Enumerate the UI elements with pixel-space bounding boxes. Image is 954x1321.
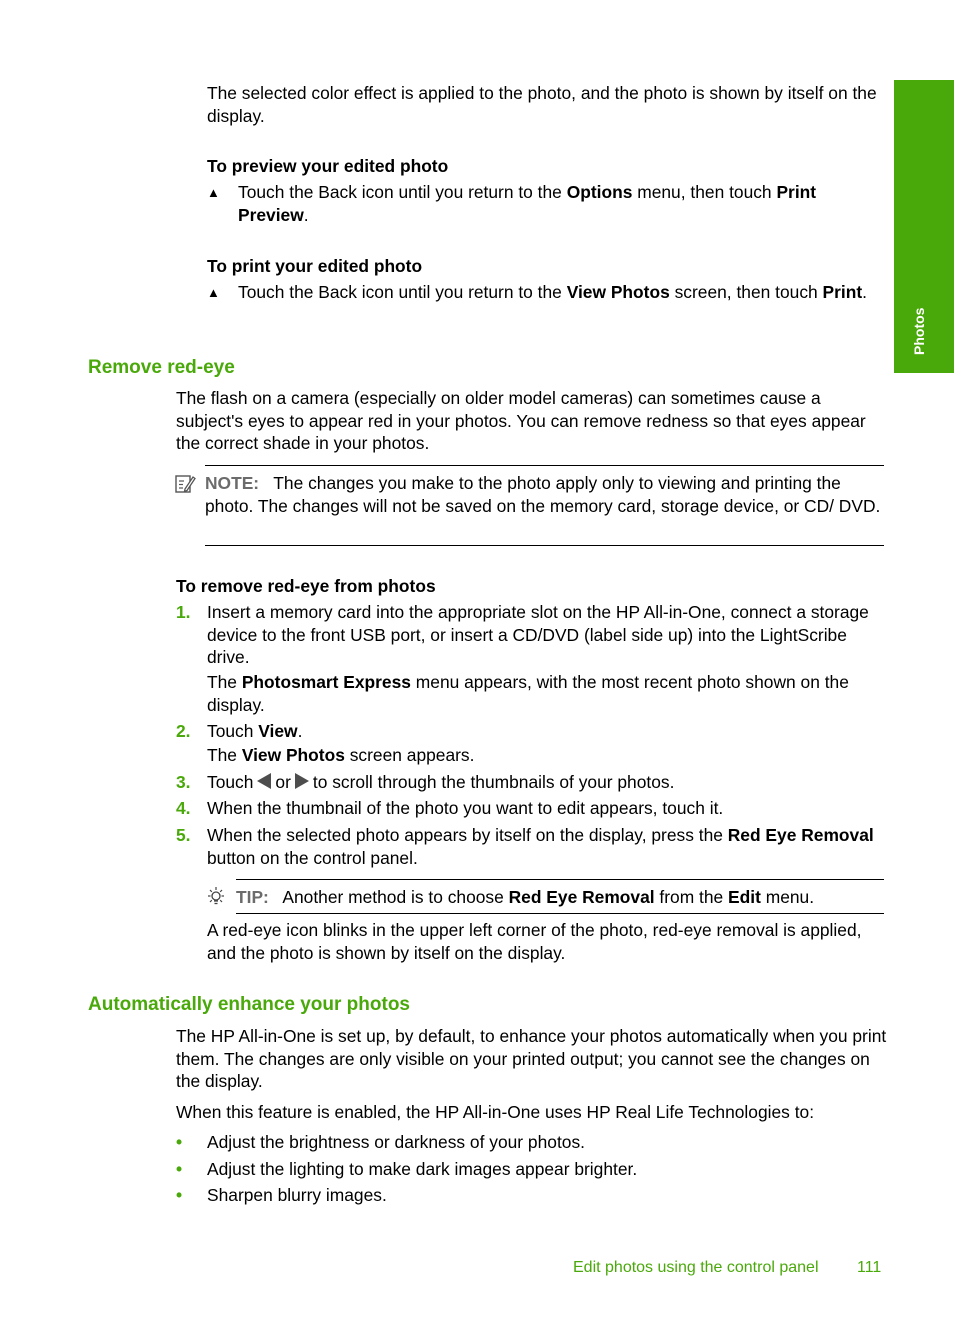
bullet-icon: •: [176, 1159, 183, 1179]
remove-red-eye-heading: Remove red-eye: [88, 357, 235, 378]
page-number: 111: [857, 1259, 882, 1276]
red-eye-paragraph: The flash on a camera (especially on older model cameras) can sometimes cause a subject's eyes to appear red in your photos. You can remove redness so that eyes appear the correct shade in your photos.: [176, 388, 866, 454]
step-3-text: Touch or to scroll through the thumbnails of your photos.: [207, 772, 675, 792]
step-1-result: The Photosmart Express menu appears, with the most recent photo shown on the display.: [207, 672, 849, 715]
preview-step: [207, 181, 885, 226]
bullet-icon: •: [176, 1132, 183, 1152]
print-step: [207, 281, 885, 304]
step-3-number: 3.: [176, 772, 191, 792]
step-1: [176, 601, 888, 669]
list-item-text: Adjust the brightness or darkness of your photos.: [207, 1132, 585, 1152]
preview-heading: To preview your edited photo: [207, 156, 449, 176]
step-5: [176, 824, 888, 869]
step-1-text: Insert a memory card into the appropriate slot on the HP All-in-One, connect a storage device to the front USB port, or insert a CD/DVD (label side up) into the LightScribe drive.: [207, 602, 869, 668]
note-top-rule: [205, 465, 884, 466]
step-5-number: 5.: [176, 825, 191, 845]
step-2: [176, 720, 888, 743]
lightbulb-icon: [205, 886, 227, 908]
step-4-text: When the thumbnail of the photo you want to edit appears, touch it.: [207, 798, 724, 818]
step-1-number: 1.: [176, 602, 191, 622]
enhance-paragraph-1: The HP All-in-One is set up, by default, to enhance your photos automatically when you print them. The changes are only visible on your printed output; you cannot see the changes on the display.: [176, 1026, 887, 1092]
note-text: NOTE: The changes you make to the photo apply only to viewing and printing the photo. The changes will not be saved on the memory card, storage device, or CD/ DVD.: [205, 473, 881, 516]
footer-section-title: Edit photos using the control panel: [573, 1259, 819, 1276]
tip-bottom-rule: [236, 913, 884, 914]
print-step-text: Touch the Back icon until you return to the View Photos screen, then touch Print.: [238, 282, 867, 302]
preview-step-text: Touch the Back icon until you return to the Options menu, then touch Print Preview.: [238, 182, 817, 225]
tip-text: TIP: Another method is to choose Red Eye Removal from the Edit menu.: [236, 887, 815, 907]
remove-red-eye-procedure-heading: To remove red-eye from photos: [176, 576, 436, 596]
step-2-result: The View Photos screen appears.: [207, 745, 475, 765]
list-item: [176, 1131, 888, 1154]
right-arrow-icon: [295, 773, 309, 789]
intro-paragraph: The selected color effect is applied to the photo, and the photo is shown by itself on the display.: [207, 83, 877, 126]
triangle-bullet-icon: ▲: [207, 185, 220, 200]
tip-top-rule: [236, 879, 884, 880]
step-2-text: Touch View.: [207, 721, 303, 741]
side-tab-photos: [894, 80, 954, 373]
print-heading: To print your edited photo: [207, 256, 423, 276]
note-bottom-rule: [205, 545, 884, 546]
enhance-heading: Automatically enhance your photos: [88, 994, 410, 1015]
list-item-text: Sharpen blurry images.: [207, 1185, 387, 1205]
bullet-icon: •: [176, 1185, 183, 1205]
red-eye-result: A red-eye icon blinks in the upper left corner of the photo, red-eye removal is applied, and the photo is shown by itself on the display.: [207, 920, 862, 963]
step-4: [176, 797, 888, 820]
step-5-text: When the selected photo appears by itself on the display, press the Red Eye Removal button on the control panel.: [207, 825, 874, 868]
step-2-number: 2.: [176, 721, 191, 741]
list-item: [176, 1158, 888, 1181]
list-item: [176, 1184, 888, 1207]
left-arrow-icon: [257, 773, 271, 789]
note-icon: [173, 472, 197, 496]
triangle-bullet-icon: ▲: [207, 285, 220, 300]
step-4-number: 4.: [176, 798, 191, 818]
list-item-text: Adjust the lighting to make dark images appear brighter.: [207, 1159, 638, 1179]
step-3: [176, 771, 888, 794]
side-tab-label: Photos: [911, 307, 927, 355]
enhance-paragraph-2: When this feature is enabled, the HP All-in-One uses HP Real Life Technologies to:: [176, 1102, 815, 1122]
